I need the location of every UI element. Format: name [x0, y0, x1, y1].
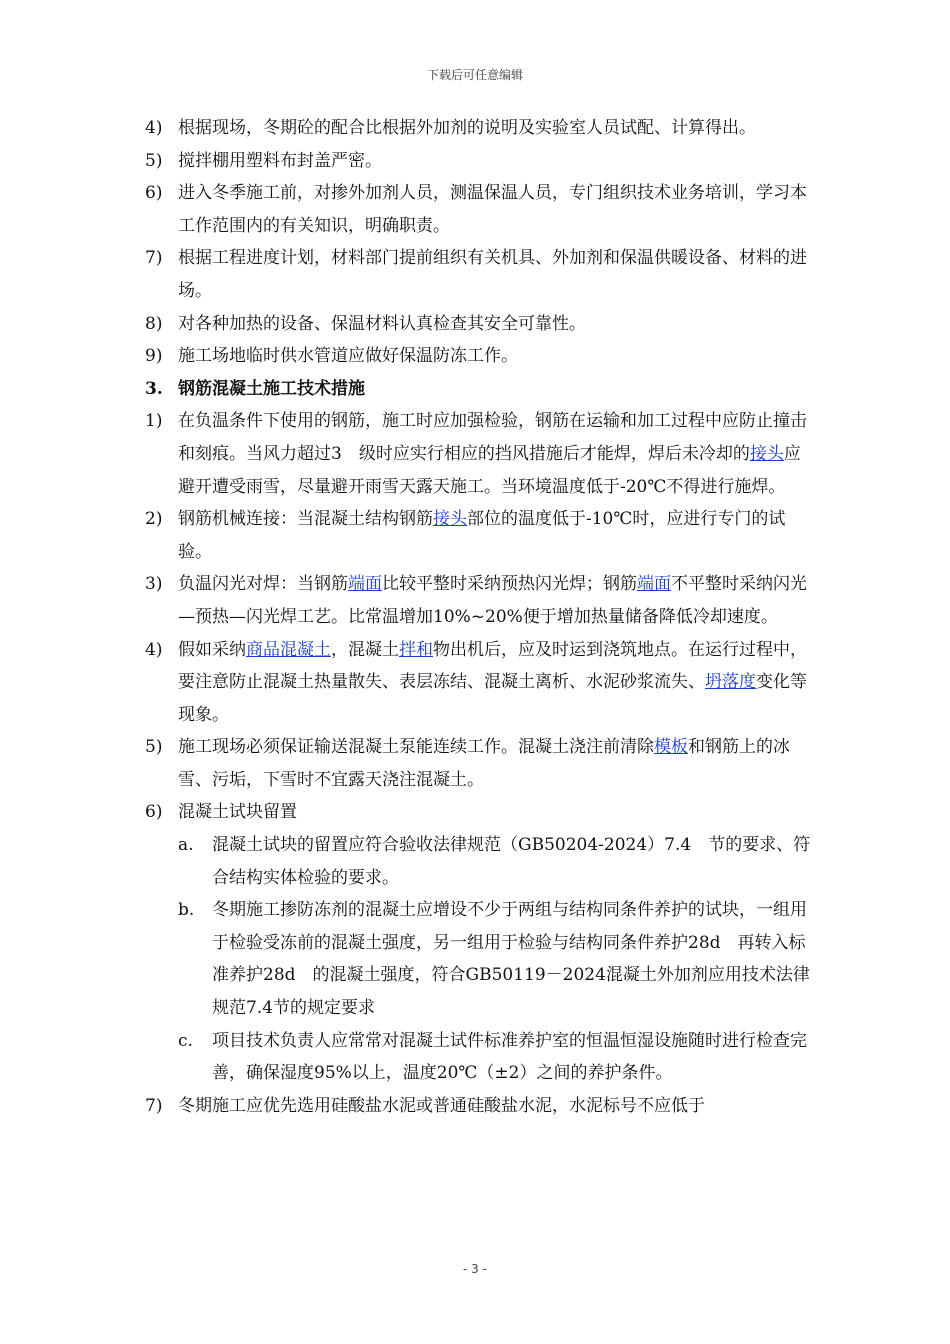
text-run: ，混凝土	[331, 639, 399, 660]
section-number: 3.	[145, 378, 163, 399]
item-number: 7)	[145, 248, 163, 269]
text-run: 部位的温度低于-10℃时，应进行专门的试验。	[178, 509, 786, 562]
link-slump[interactable]: 坍落度	[705, 672, 756, 693]
item-number: 6)	[145, 802, 163, 823]
item-text: 混凝土试块留置	[178, 802, 297, 823]
sub-item-letter: c.	[178, 1030, 193, 1051]
link-joint[interactable]: 接头	[433, 509, 467, 530]
link-joint[interactable]: 接头	[749, 443, 784, 464]
item-number: 5)	[145, 150, 163, 171]
item-text: 对各种加热的设备、保温材料认真检查其安全可靠性。	[178, 313, 586, 334]
text-run: 和钢筋上的冰雪、污垢，下雪时不宜露天浇注混凝土。	[178, 737, 790, 790]
list-item	[145, 568, 815, 633]
text-run: 不平整时采纳闪光—预热—闪光焊工艺。比常温增加10%~20%便于增加热量储备降低冷却速度。	[178, 574, 807, 627]
page-header: 下载后可任意编辑	[426, 68, 523, 82]
item-number: 5)	[145, 737, 163, 758]
link-formwork[interactable]: 模板	[654, 737, 688, 758]
item-text: 搅拌棚用塑料布封盖严密。	[178, 150, 382, 171]
list-item	[145, 112, 815, 145]
link-commercial-concrete[interactable]: 商品混凝土	[246, 639, 331, 660]
text-run: 施工现场必须保证输送混凝土泵能连续工作。混凝土浇注前清除	[178, 737, 654, 758]
text-run: 负温闪光对焊：当钢筋	[178, 574, 348, 595]
section-title: 钢筋混凝土施工技术措施	[178, 378, 365, 399]
text-run: 钢筋机械连接：当混凝土结构钢筋	[178, 509, 433, 530]
list-item	[145, 145, 815, 178]
list-item	[145, 1090, 815, 1123]
item-text: 根据工程进度计划，材料部门提前组织有关机具、外加剂和保温供暖设备、材料的进场。	[178, 248, 807, 301]
sub-item-letter: b.	[178, 900, 195, 921]
item-text	[178, 405, 815, 503]
sub-list-item	[145, 1025, 815, 1090]
item-text	[178, 634, 815, 732]
list-item	[145, 634, 815, 732]
list-item	[145, 308, 815, 341]
text-run: 变化等现象。	[178, 672, 807, 725]
text-run: 比较平整时采纳预热闪光焊；钢筋	[382, 574, 637, 595]
item-number: 2)	[145, 509, 163, 530]
link-mixing[interactable]: 拌和	[399, 639, 433, 660]
sub-item-letter: a.	[178, 835, 194, 856]
item-text	[178, 503, 815, 568]
sub-list-item	[145, 894, 815, 1024]
section-heading	[145, 373, 815, 406]
list-item	[145, 177, 815, 242]
item-number: 1)	[145, 411, 163, 432]
item-number: 7)	[145, 1095, 163, 1116]
list-item	[145, 242, 815, 307]
page-number: - 3 -	[463, 1262, 487, 1276]
sub-item-text: 混凝土试块的留置应符合验收法律规范（GB50204-2024）7.4 节的要求、符合结构实体检验的要求。	[212, 835, 811, 888]
sub-item-text: 项目技术负责人应常常对混凝土试件标准养护室的恒温恒湿设施随时进行检查完善，确保湿度95%以上，温度20℃（±2）之间的养护条件。	[212, 1030, 807, 1084]
item-text: 施工场地临时供水管道应做好保温防冻工作。	[178, 346, 518, 367]
list-item	[145, 340, 815, 373]
sub-list-item	[145, 829, 815, 894]
item-number: 9)	[145, 346, 163, 367]
item-number: 8)	[145, 313, 163, 334]
text-run: 假如采纳	[178, 639, 246, 660]
item-number: 4)	[145, 639, 163, 660]
item-number: 3)	[145, 574, 163, 595]
sub-item-text: 冬期施工掺防冻剂的混凝土应增设不少于两组与结构同条件养护的试块，一组用于检验受冻前的混凝土强度，另一组用于检验与结构同条件养护28d 再转入标准养护28d 的混凝土强度，符合GB50119－2024混凝土外加剂应用技术法律规范7.4节的规定要求	[212, 900, 810, 1019]
item-number: 6)	[145, 183, 163, 204]
list-item	[145, 731, 815, 796]
link-end-face[interactable]: 端面	[348, 574, 382, 595]
item-text: 冬期施工应优先选用硅酸盐水泥或普通硅酸盐水泥，水泥标号不应低于	[178, 1095, 705, 1116]
list-item	[145, 503, 815, 568]
list-item	[145, 405, 815, 503]
list-item	[145, 796, 815, 829]
item-text	[178, 731, 815, 796]
item-number: 4)	[145, 118, 163, 138]
text-run: 物出机后，应及时运到浇筑地点。在运行过程中，要注意防止混凝土热量散失、表层冻结、混凝土离析、水泥砂浆流失、	[178, 639, 807, 693]
item-text: 进入冬季施工前，对掺外加剂人员，测温保温人员，专门组织技术业务培训，学习本工作范围内的有关知识，明确职责。	[178, 183, 807, 236]
document-body	[145, 112, 815, 1122]
item-text: 根据现场，冬期砼的配合比根据外加剂的说明及实验室人员试配、计算得出。	[178, 118, 756, 138]
item-text	[178, 568, 815, 633]
text-run: 应避开遭受雨雪，尽量避开雨雪天露天施工。当环境温度低于-20℃不得进行施焊。	[178, 443, 801, 497]
link-end-face[interactable]: 端面	[637, 574, 671, 595]
text-run: 在负温条件下使用的钢筋，施工时应加强检验，钢筋在运输和加工过程中应防止撞击和刻痕。当风力超过3 级时应实行相应的挡风措施后才能焊，焊后未冷却的	[178, 411, 807, 464]
